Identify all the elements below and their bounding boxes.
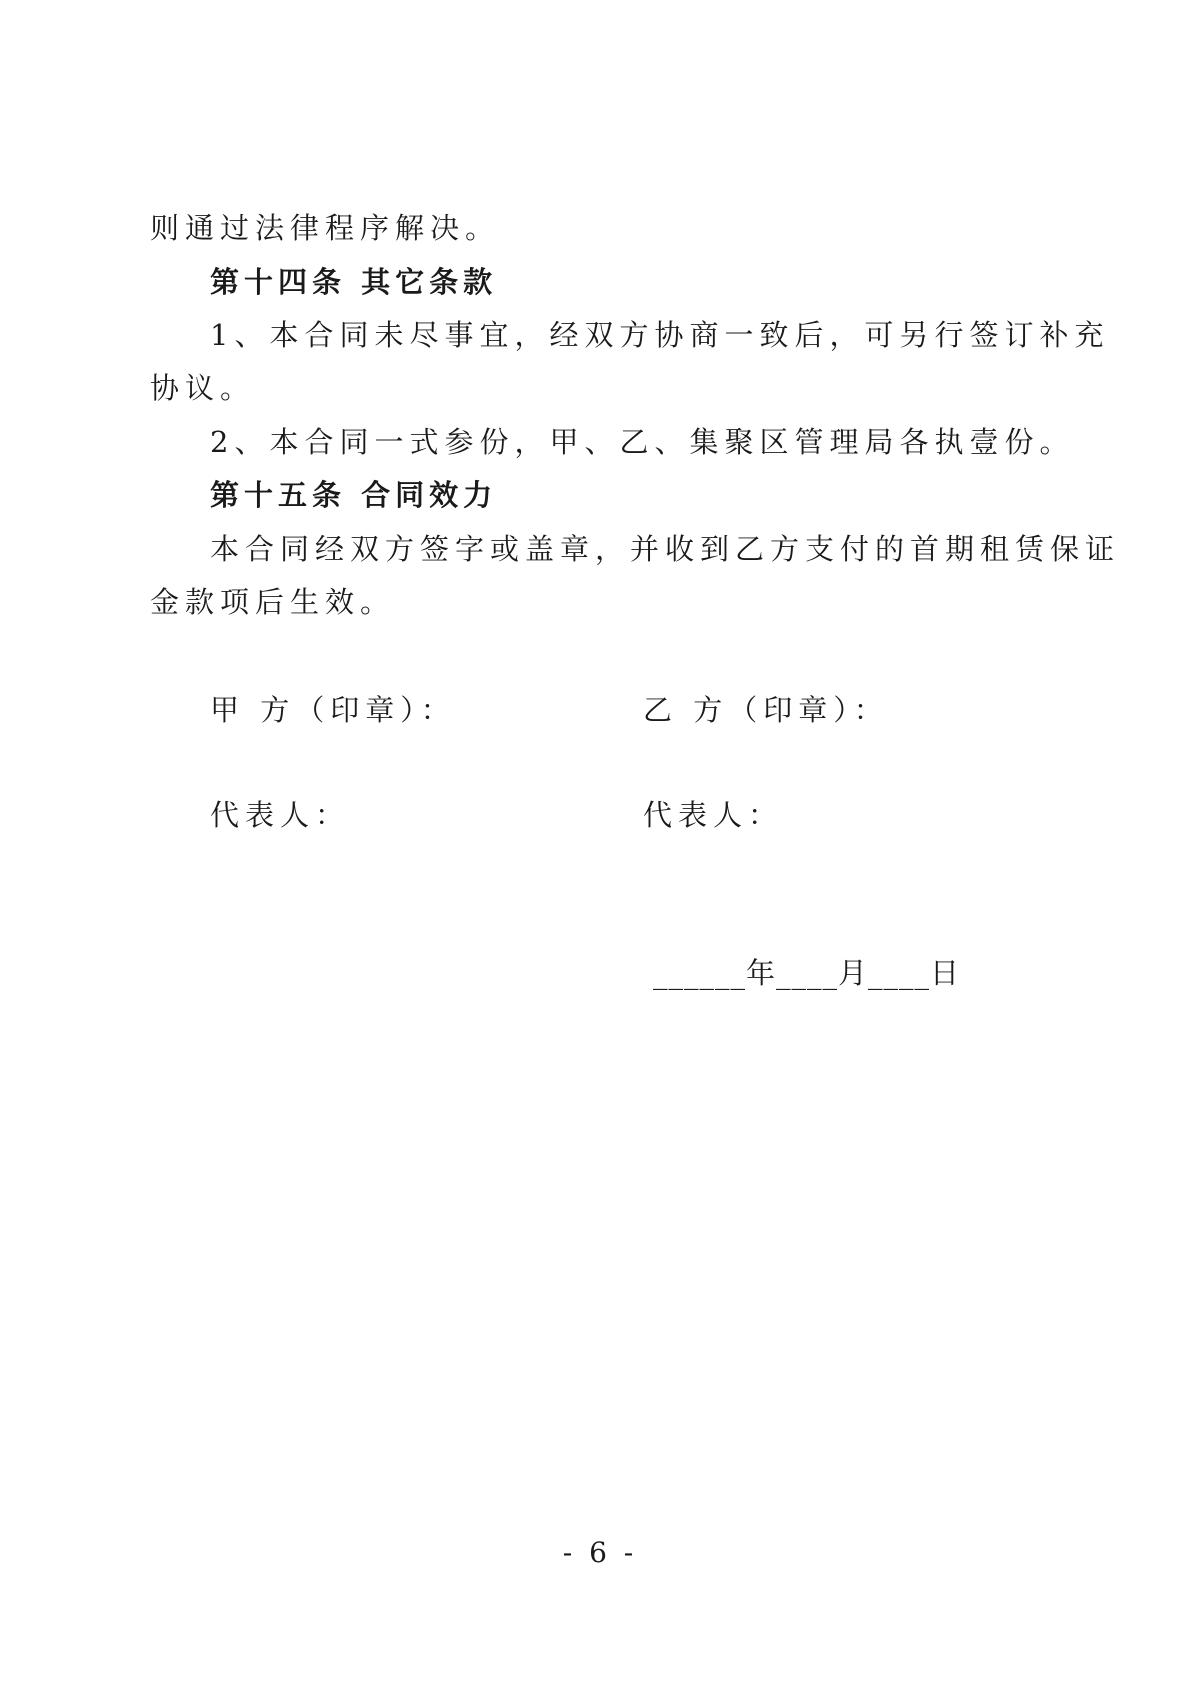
party-b-representative-label: 代表人：	[643, 798, 784, 832]
page-number: - 6 -	[562, 1536, 638, 1569]
article-14-clause-1-line-2: 协议。	[150, 371, 256, 405]
party-a-seal-label: 甲 方（印章）：	[210, 693, 456, 727]
party-a-representative-label: 代表人：	[210, 798, 351, 832]
date-line: ______年____月____日	[653, 956, 961, 990]
article-15-text-line-2: 金款项后生效。	[150, 585, 396, 619]
article-14-heading: 第十四条 其它条款	[210, 265, 498, 299]
article-14-clause-2: 2、本合同一式参份，甲、乙、集聚区管理局各执壹份。	[210, 425, 1075, 459]
article-14-clause-1-line-1: 1、本合同未尽事宜，经双方协商一致后，可另行签订补充	[210, 318, 1110, 352]
paragraph-dispute-end: 则通过法律程序解决。	[150, 211, 501, 245]
article-15-text-line-1: 本合同经双方签字或盖章，并收到乙方支付的首期租赁保证	[210, 532, 1121, 566]
party-b-seal-label: 乙 方（印章）：	[643, 693, 889, 727]
article-15-heading: 第十五条 合同效力	[210, 478, 498, 512]
